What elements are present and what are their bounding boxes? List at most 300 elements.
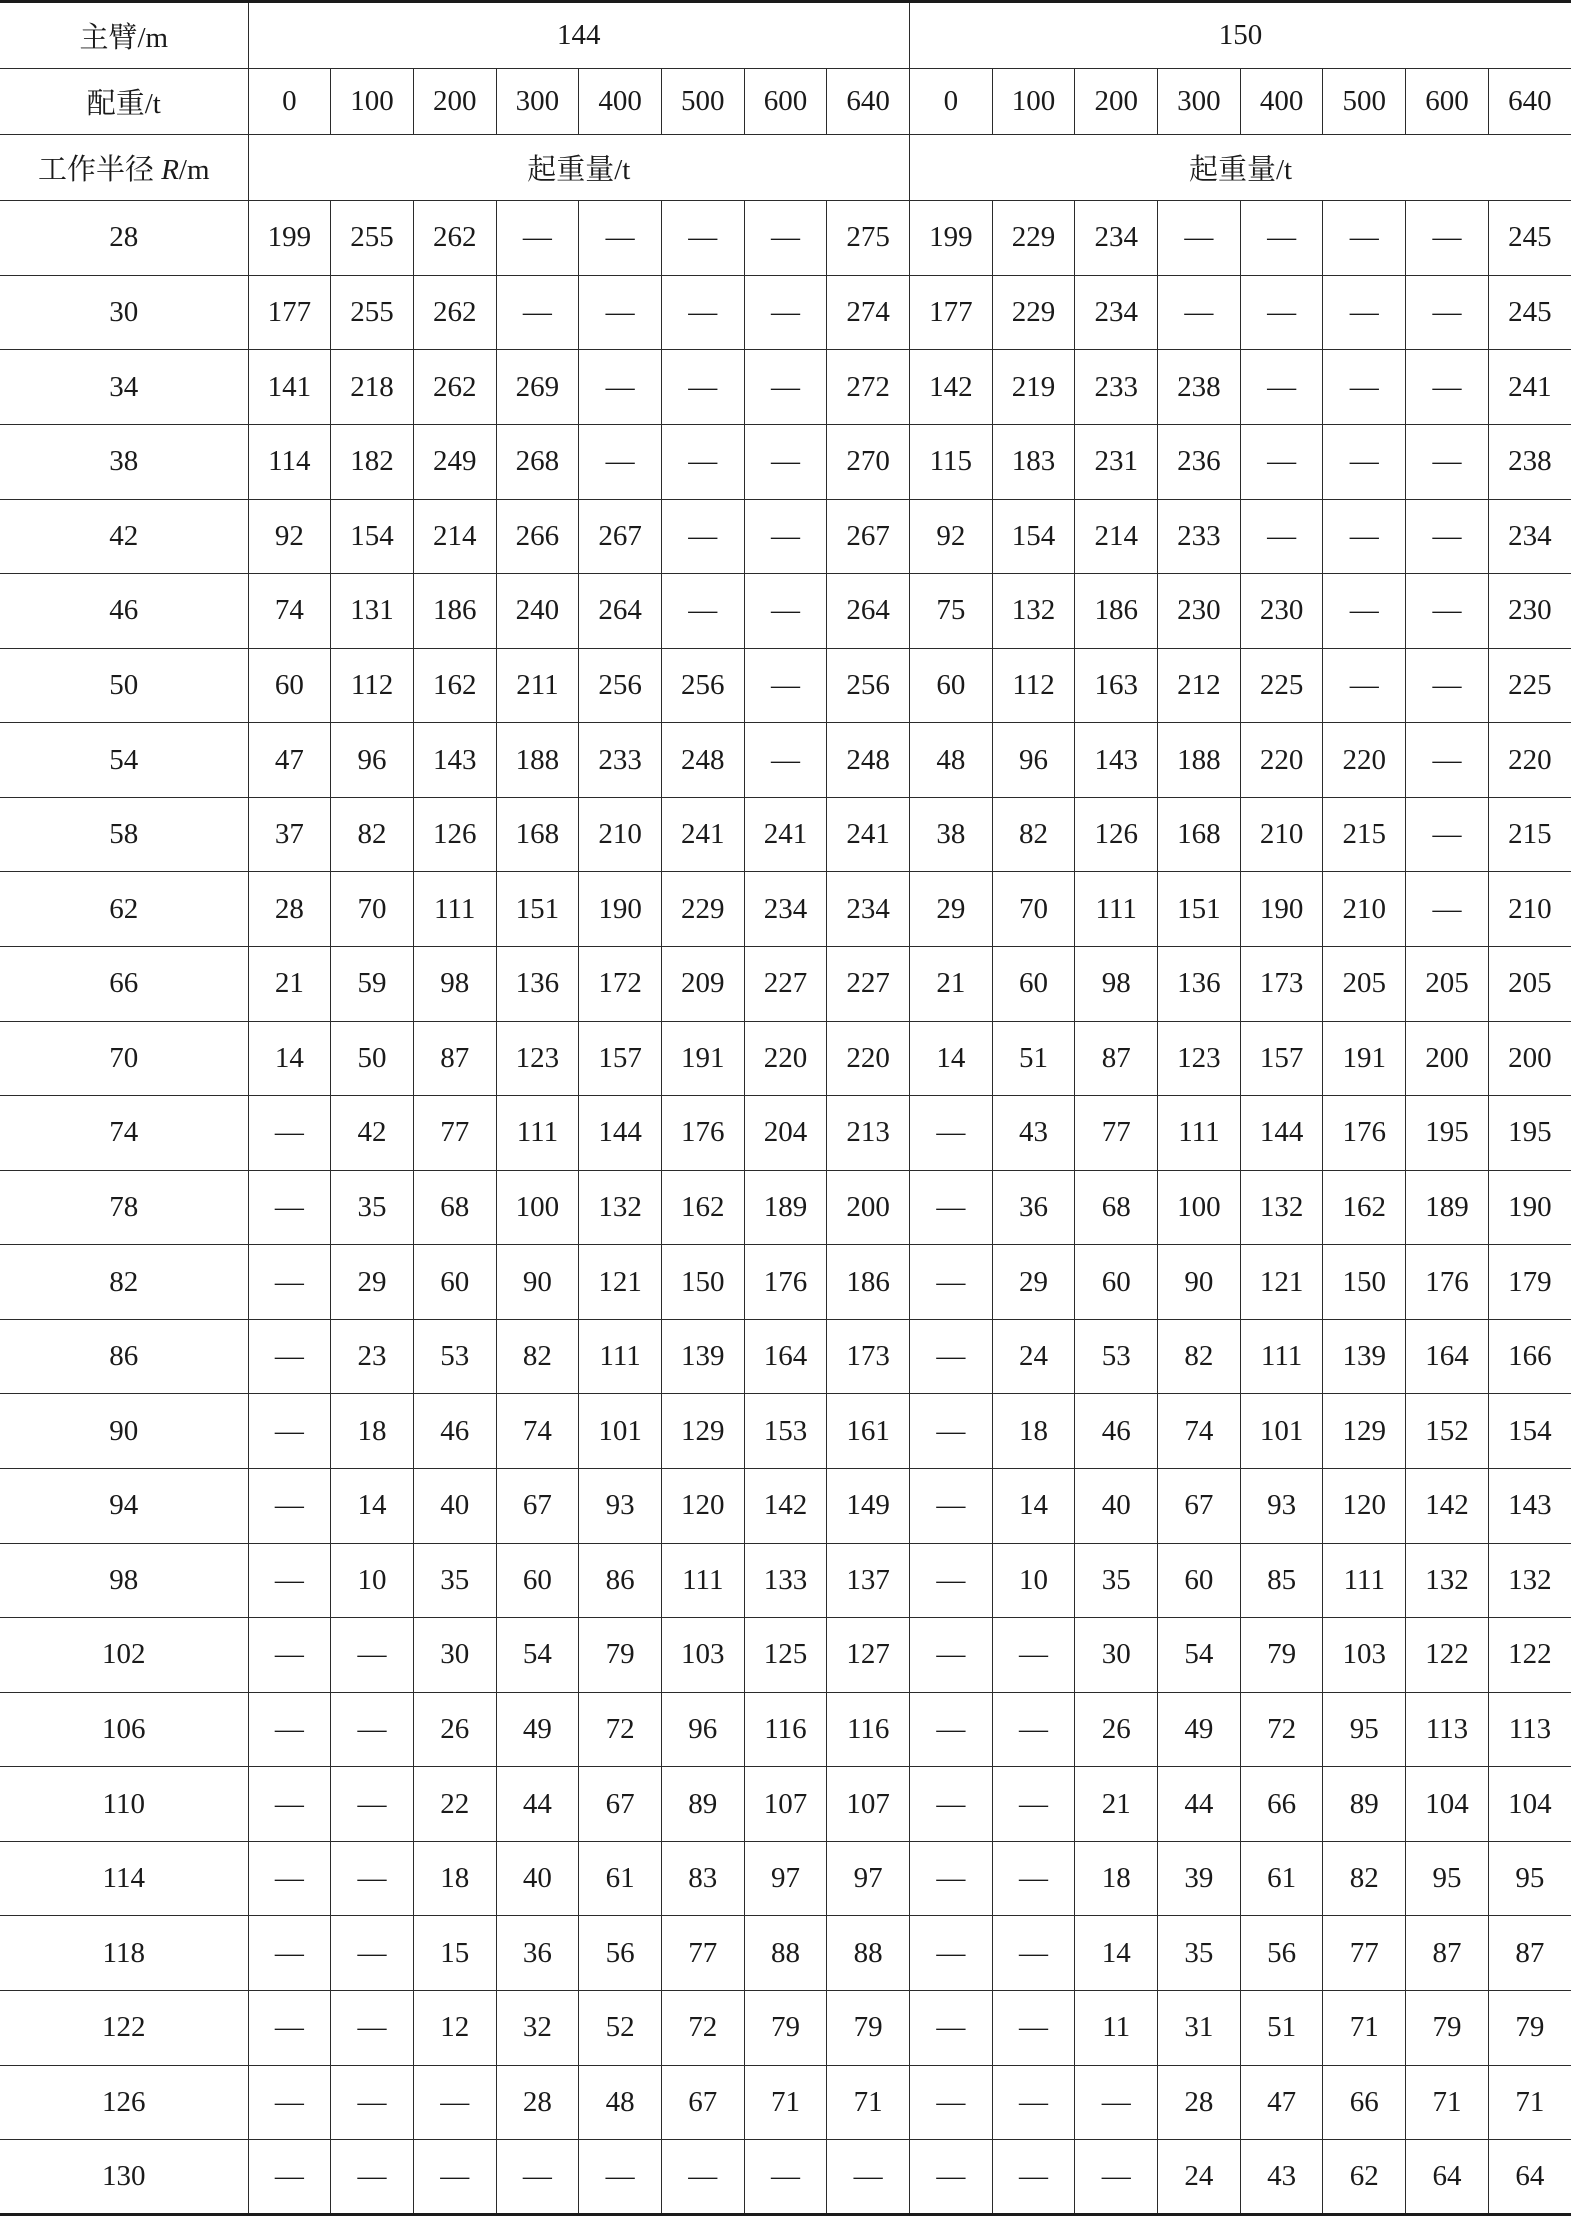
capacity-cell: 230 <box>1158 574 1241 649</box>
capacity-cell: 241 <box>661 797 744 872</box>
capacity-cell: 230 <box>1240 574 1323 649</box>
capacity-cell: 166 <box>1488 1319 1571 1394</box>
capacity-cell: — <box>1323 201 1406 276</box>
capacity-cell: 51 <box>992 1021 1075 1096</box>
capacity-cell: 125 <box>744 1618 827 1693</box>
capacity-cell: 186 <box>827 1245 910 1320</box>
capacity-cell: 200 <box>1488 1021 1571 1096</box>
radius-label-unit: /m <box>178 154 210 187</box>
capacity-cell: 210 <box>1240 797 1323 872</box>
capacity-cell: 75 <box>910 574 993 649</box>
boom-length-144: 144 <box>248 2 910 69</box>
capacity-cell: — <box>1323 424 1406 499</box>
capacity-cell: 67 <box>661 2065 744 2140</box>
radius-label-symbol: R <box>161 154 179 187</box>
capacity-cell: — <box>248 1991 331 2066</box>
capacity-cell: 210 <box>579 797 662 872</box>
capacity-cell: 82 <box>992 797 1075 872</box>
capacity-cell: — <box>248 1170 331 1245</box>
capacity-cell: 43 <box>992 1096 1075 1171</box>
capacity-cell: 96 <box>661 1692 744 1767</box>
capacity-cell: — <box>992 2140 1075 2215</box>
capacity-cell: — <box>331 1618 414 1693</box>
radius-cell: 122 <box>0 1991 248 2066</box>
radius-cell: 70 <box>0 1021 248 1096</box>
radius-cell: 90 <box>0 1394 248 1469</box>
capacity-cell: 79 <box>579 1618 662 1693</box>
capacity-cell: — <box>1158 275 1241 350</box>
capacity-cell: 233 <box>1158 499 1241 574</box>
capacity-cell: — <box>744 424 827 499</box>
capacity-cell: 189 <box>1406 1170 1489 1245</box>
capacity-cell: 163 <box>1075 648 1158 723</box>
capacity-cell: 241 <box>744 797 827 872</box>
capacity-cell: 151 <box>496 872 579 947</box>
capacity-cell: 56 <box>579 1916 662 1991</box>
capacity-cell: 53 <box>413 1319 496 1394</box>
capacity-cell: 71 <box>1488 2065 1571 2140</box>
capacity-cell: — <box>1406 201 1489 276</box>
capacity-cell: — <box>910 1170 993 1245</box>
capacity-cell: — <box>744 2140 827 2215</box>
table-row <box>0 1170 1571 1245</box>
capacity-cell: 93 <box>579 1469 662 1544</box>
capacity-cell: 82 <box>1323 1841 1406 1916</box>
capacity-cell: — <box>910 1991 993 2066</box>
capacity-cell: 11 <box>1075 1991 1158 2066</box>
capacity-cell: — <box>1075 2140 1158 2215</box>
capacity-cell: 126 <box>1075 797 1158 872</box>
capacity-cell: 18 <box>413 1841 496 1916</box>
capacity-cell: 179 <box>1488 1245 1571 1320</box>
capacity-cell: — <box>579 350 662 425</box>
capacity-cell: 30 <box>1075 1618 1158 1693</box>
capacity-cell: 164 <box>1406 1319 1489 1394</box>
counterweight-150-300: 300 <box>1158 69 1241 135</box>
counterweight-150-600: 600 <box>1406 69 1489 135</box>
capacity-cell: 79 <box>1406 1991 1489 2066</box>
capacity-cell: 133 <box>744 1543 827 1618</box>
capacity-cell: 269 <box>496 350 579 425</box>
capacity-cell: 18 <box>331 1394 414 1469</box>
capacity-cell: 199 <box>910 201 993 276</box>
capacity-cell: — <box>1406 797 1489 872</box>
capacity-cell: 66 <box>1323 2065 1406 2140</box>
counterweight-144-400: 400 <box>579 69 662 135</box>
counterweight-144-0: 0 <box>248 69 331 135</box>
capacity-cell: — <box>248 1319 331 1394</box>
radius-label-prefix: 工作半径 <box>37 154 162 187</box>
table-row <box>0 872 1571 947</box>
capacity-cell: 121 <box>1240 1245 1323 1320</box>
capacity-cell: 162 <box>661 1170 744 1245</box>
capacity-cell: — <box>248 2140 331 2215</box>
capacity-cell: 150 <box>1323 1245 1406 1320</box>
capacity-cell: 18 <box>1075 1841 1158 1916</box>
capacity-cell: 107 <box>744 1767 827 1842</box>
capacity-cell: — <box>248 1692 331 1767</box>
capacity-cell: 161 <box>827 1394 910 1469</box>
capacity-cell: 26 <box>413 1692 496 1767</box>
capacity-cell: 151 <box>1158 872 1241 947</box>
capacity-cell: 152 <box>1406 1394 1489 1469</box>
table-row <box>0 1245 1571 1320</box>
capacity-cell: 72 <box>661 1991 744 2066</box>
capacity-cell: 264 <box>579 574 662 649</box>
capacity-cell: 87 <box>1406 1916 1489 1991</box>
table-row <box>0 1469 1571 1544</box>
capacity-cell: 49 <box>1158 1692 1241 1767</box>
capacity-cell: — <box>248 1394 331 1469</box>
capacity-cell: 131 <box>331 574 414 649</box>
capacity-cell: 162 <box>1323 1170 1406 1245</box>
capacity-cell: 24 <box>1158 2140 1241 2215</box>
capacity-cell: 136 <box>496 946 579 1021</box>
capacity-cell: — <box>1406 424 1489 499</box>
capacity-cell: — <box>413 2065 496 2140</box>
capacity-cell: — <box>910 1767 993 1842</box>
capacity-cell: 268 <box>496 424 579 499</box>
capacity-cell: 29 <box>910 872 993 947</box>
capacity-cell: 111 <box>1158 1096 1241 1171</box>
capacity-cell: 98 <box>413 946 496 1021</box>
capacity-cell: 256 <box>827 648 910 723</box>
capacity-cell: 40 <box>496 1841 579 1916</box>
capacity-cell: — <box>1158 201 1241 276</box>
radius-cell: 34 <box>0 350 248 425</box>
capacity-cell: — <box>910 1245 993 1320</box>
capacity-cell: 234 <box>744 872 827 947</box>
radius-cell: 130 <box>0 2140 248 2215</box>
capacity-cell: 32 <box>496 1991 579 2066</box>
capacity-cell: 62 <box>1323 2140 1406 2215</box>
capacity-cell: 82 <box>1158 1319 1241 1394</box>
capacity-cell: — <box>992 1618 1075 1693</box>
capacity-cell: — <box>661 2140 744 2215</box>
capacity-cell: 113 <box>1406 1692 1489 1767</box>
capacity-cell: — <box>579 2140 662 2215</box>
radius-cell: 114 <box>0 1841 248 1916</box>
capacity-cell: 230 <box>1488 574 1571 649</box>
capacity-cell: 14 <box>992 1469 1075 1544</box>
capacity-cell: 157 <box>1240 1021 1323 1096</box>
capacity-cell: 60 <box>910 648 993 723</box>
capacity-cell: 103 <box>1323 1618 1406 1693</box>
radius-cell: 66 <box>0 946 248 1021</box>
capacity-cell: — <box>248 1245 331 1320</box>
capacity-cell: 70 <box>992 872 1075 947</box>
capacity-cell: — <box>248 2065 331 2140</box>
capacity-cell: — <box>992 2065 1075 2140</box>
radius-cell: 42 <box>0 499 248 574</box>
capacity-cell: 176 <box>1323 1096 1406 1171</box>
capacity-cell: 200 <box>827 1170 910 1245</box>
capacity-cell: — <box>496 201 579 276</box>
capacity-cell: 66 <box>1240 1767 1323 1842</box>
capacity-cell: 229 <box>661 872 744 947</box>
capacity-cell: 52 <box>579 1991 662 2066</box>
capacity-cell: — <box>910 1469 993 1544</box>
capacity-cell: 143 <box>1488 1469 1571 1544</box>
capacity-cell: 101 <box>1240 1394 1323 1469</box>
capacity-cell: 14 <box>248 1021 331 1096</box>
capacity-cell: 262 <box>413 201 496 276</box>
capacity-cell: 227 <box>827 946 910 1021</box>
table-row <box>0 2140 1571 2215</box>
capacity-cell: — <box>248 1096 331 1171</box>
capacity-cell: — <box>910 1096 993 1171</box>
capacity-cell: 190 <box>579 872 662 947</box>
counterweight-header-row <box>0 69 1571 135</box>
capacity-cell: 72 <box>579 1692 662 1767</box>
capacity-cell: 142 <box>910 350 993 425</box>
capacity-cell: 95 <box>1488 1841 1571 1916</box>
capacity-cell: 35 <box>1158 1916 1241 1991</box>
capacity-cell: 121 <box>579 1245 662 1320</box>
capacity-cell: 210 <box>1323 872 1406 947</box>
capacity-cell: 153 <box>744 1394 827 1469</box>
capacity-cell: 10 <box>331 1543 414 1618</box>
counterweight-144-640: 640 <box>827 69 910 135</box>
capacity-cell: 60 <box>1075 1245 1158 1320</box>
capacity-cell: 127 <box>827 1618 910 1693</box>
capacity-cell: 150 <box>661 1245 744 1320</box>
capacity-cell: — <box>661 424 744 499</box>
capacity-cell: 188 <box>1158 723 1241 798</box>
capacity-cell: 74 <box>496 1394 579 1469</box>
capacity-cell: 60 <box>413 1245 496 1320</box>
capacity-cell: 191 <box>661 1021 744 1096</box>
capacity-cell: — <box>744 574 827 649</box>
capacity-cell: 104 <box>1488 1767 1571 1842</box>
boom-length-150: 150 <box>910 2 1571 69</box>
capacity-cell: 120 <box>661 1469 744 1544</box>
capacity-cell: 64 <box>1488 2140 1571 2215</box>
capacity-cell: 211 <box>496 648 579 723</box>
capacity-cell: 97 <box>827 1841 910 1916</box>
capacity-cell: 90 <box>1158 1245 1241 1320</box>
capacity-cell: 39 <box>1158 1841 1241 1916</box>
capacity-cell: 204 <box>744 1096 827 1171</box>
capacity-cell: 68 <box>1075 1170 1158 1245</box>
capacity-cell: — <box>661 574 744 649</box>
capacity-cell: — <box>744 723 827 798</box>
capacity-cell: 79 <box>1240 1618 1323 1693</box>
capacity-label-150: 起重量/t <box>910 135 1571 201</box>
counterweight-144-100: 100 <box>331 69 414 135</box>
capacity-cell: 122 <box>1406 1618 1489 1693</box>
table-row <box>0 1618 1571 1693</box>
capacity-cell: — <box>661 499 744 574</box>
capacity-cell: 220 <box>1240 723 1323 798</box>
capacity-cell: 12 <box>413 1991 496 2066</box>
capacity-cell: 225 <box>1240 648 1323 723</box>
capacity-cell: 220 <box>1323 723 1406 798</box>
capacity-cell: 96 <box>331 723 414 798</box>
capacity-cell: 132 <box>1488 1543 1571 1618</box>
capacity-cell: 100 <box>1158 1170 1241 1245</box>
capacity-cell: 79 <box>744 1991 827 2066</box>
capacity-cell: 28 <box>496 2065 579 2140</box>
capacity-cell: 89 <box>661 1767 744 1842</box>
capacity-cell: 168 <box>496 797 579 872</box>
radius-cell: 30 <box>0 275 248 350</box>
radius-cell: 118 <box>0 1916 248 1991</box>
capacity-cell: 68 <box>413 1170 496 1245</box>
capacity-cell: 210 <box>1488 872 1571 947</box>
capacity-cell: 89 <box>1323 1767 1406 1842</box>
radius-cell: 94 <box>0 1469 248 1544</box>
capacity-cell: — <box>744 275 827 350</box>
capacity-cell: 111 <box>1075 872 1158 947</box>
capacity-cell: — <box>910 1319 993 1394</box>
counterweight-144-300: 300 <box>496 69 579 135</box>
capacity-cell: 249 <box>413 424 496 499</box>
capacity-cell: 90 <box>496 1245 579 1320</box>
capacity-cell: 36 <box>496 1916 579 1991</box>
capacity-cell: — <box>910 1916 993 1991</box>
radius-cell: 86 <box>0 1319 248 1394</box>
capacity-cell: 172 <box>579 946 662 1021</box>
capacity-cell: — <box>331 2065 414 2140</box>
capacity-cell: 28 <box>248 872 331 947</box>
capacity-cell: — <box>1406 872 1489 947</box>
capacity-cell: 157 <box>579 1021 662 1096</box>
capacity-cell: 42 <box>331 1096 414 1171</box>
capacity-cell: — <box>248 1469 331 1544</box>
capacity-cell: 126 <box>413 797 496 872</box>
table-row <box>0 201 1571 276</box>
capacity-cell: 132 <box>992 574 1075 649</box>
capacity-cell: 100 <box>496 1170 579 1245</box>
capacity-cell: — <box>248 1618 331 1693</box>
capacity-cell: 50 <box>331 1021 414 1096</box>
radius-cell: 78 <box>0 1170 248 1245</box>
capacity-cell: 35 <box>413 1543 496 1618</box>
capacity-cell: 86 <box>579 1543 662 1618</box>
capacity-cell: 70 <box>331 872 414 947</box>
capacity-cell: 71 <box>1406 2065 1489 2140</box>
capacity-cell: 234 <box>827 872 910 947</box>
table-row <box>0 648 1571 723</box>
capacity-cell: — <box>331 1916 414 1991</box>
capacity-cell: 255 <box>331 201 414 276</box>
capacity-cell: 92 <box>910 499 993 574</box>
capacity-cell: 96 <box>992 723 1075 798</box>
capacity-cell: 36 <box>992 1170 1075 1245</box>
capacity-cell: 195 <box>1406 1096 1489 1171</box>
capacity-cell: 74 <box>248 574 331 649</box>
capacity-cell: 15 <box>413 1916 496 1991</box>
capacity-cell: 56 <box>1240 1916 1323 1991</box>
capacity-cell: 22 <box>413 1767 496 1842</box>
capacity-cell: 190 <box>1488 1170 1571 1245</box>
capacity-cell: — <box>1406 648 1489 723</box>
capacity-cell: — <box>992 1692 1075 1767</box>
capacity-cell: 43 <box>1240 2140 1323 2215</box>
capacity-cell: — <box>331 1841 414 1916</box>
capacity-cell: 123 <box>496 1021 579 1096</box>
capacity-cell: 29 <box>992 1245 1075 1320</box>
capacity-cell: 182 <box>331 424 414 499</box>
capacity-cell: 256 <box>579 648 662 723</box>
capacity-cell: 173 <box>827 1319 910 1394</box>
capacity-cell: 24 <box>992 1319 1075 1394</box>
capacity-cell: 107 <box>827 1767 910 1842</box>
capacity-cell: 227 <box>744 946 827 1021</box>
capacity-cell: 37 <box>248 797 331 872</box>
capacity-cell: 87 <box>1075 1021 1158 1096</box>
capacity-cell: 149 <box>827 1469 910 1544</box>
capacity-cell: 71 <box>744 2065 827 2140</box>
capacity-cell: 256 <box>661 648 744 723</box>
capacity-cell: 111 <box>1240 1319 1323 1394</box>
capacity-cell: — <box>910 2140 993 2215</box>
capacity-cell: 49 <box>496 1692 579 1767</box>
counterweight-150-100: 100 <box>992 69 1075 135</box>
capacity-cell: 241 <box>1488 350 1571 425</box>
capacity-cell: 95 <box>1406 1841 1489 1916</box>
capacity-cell: 101 <box>579 1394 662 1469</box>
table-row <box>0 797 1571 872</box>
radius-cell: 126 <box>0 2065 248 2140</box>
capacity-cell: 83 <box>661 1841 744 1916</box>
capacity-cell: 154 <box>1488 1394 1571 1469</box>
capacity-cell: 82 <box>496 1319 579 1394</box>
capacity-cell: — <box>331 2140 414 2215</box>
capacity-cell: 111 <box>661 1543 744 1618</box>
capacity-cell: 132 <box>579 1170 662 1245</box>
capacity-cell: 186 <box>1075 574 1158 649</box>
capacity-cell: 29 <box>331 1245 414 1320</box>
capacity-cell: 188 <box>496 723 579 798</box>
capacity-cell: 95 <box>1323 1692 1406 1767</box>
table-row <box>0 1916 1571 1991</box>
capacity-cell: 53 <box>1075 1319 1158 1394</box>
table-row <box>0 1767 1571 1842</box>
capacity-cell: 28 <box>1158 2065 1241 2140</box>
capacity-cell: 23 <box>331 1319 414 1394</box>
capacity-cell: 103 <box>661 1618 744 1693</box>
table-row <box>0 1096 1571 1171</box>
capacity-cell: — <box>248 1841 331 1916</box>
capacity-cell: — <box>992 1991 1075 2066</box>
capacity-cell: 272 <box>827 350 910 425</box>
capacity-cell: — <box>248 1767 331 1842</box>
capacity-cell: 82 <box>331 797 414 872</box>
capacity-cell: 48 <box>910 723 993 798</box>
capacity-cell: 267 <box>579 499 662 574</box>
capacity-cell: 164 <box>744 1319 827 1394</box>
counterweight-150-500: 500 <box>1323 69 1406 135</box>
capacity-cell: 274 <box>827 275 910 350</box>
capacity-cell: 245 <box>1488 201 1571 276</box>
capacity-cell: 129 <box>1323 1394 1406 1469</box>
capacity-cell: 162 <box>413 648 496 723</box>
capacity-cell: — <box>992 1841 1075 1916</box>
capacity-cell: 176 <box>1406 1245 1489 1320</box>
capacity-cell: 183 <box>992 424 1075 499</box>
capacity-cell: 14 <box>331 1469 414 1544</box>
capacity-cell: 143 <box>413 723 496 798</box>
capacity-cell: 270 <box>827 424 910 499</box>
radius-cell: 38 <box>0 424 248 499</box>
capacity-cell: 245 <box>1488 275 1571 350</box>
capacity-cell: 40 <box>413 1469 496 1544</box>
capacity-cell: 115 <box>910 424 993 499</box>
radius-cell: 106 <box>0 1692 248 1767</box>
capacity-cell: 255 <box>331 275 414 350</box>
